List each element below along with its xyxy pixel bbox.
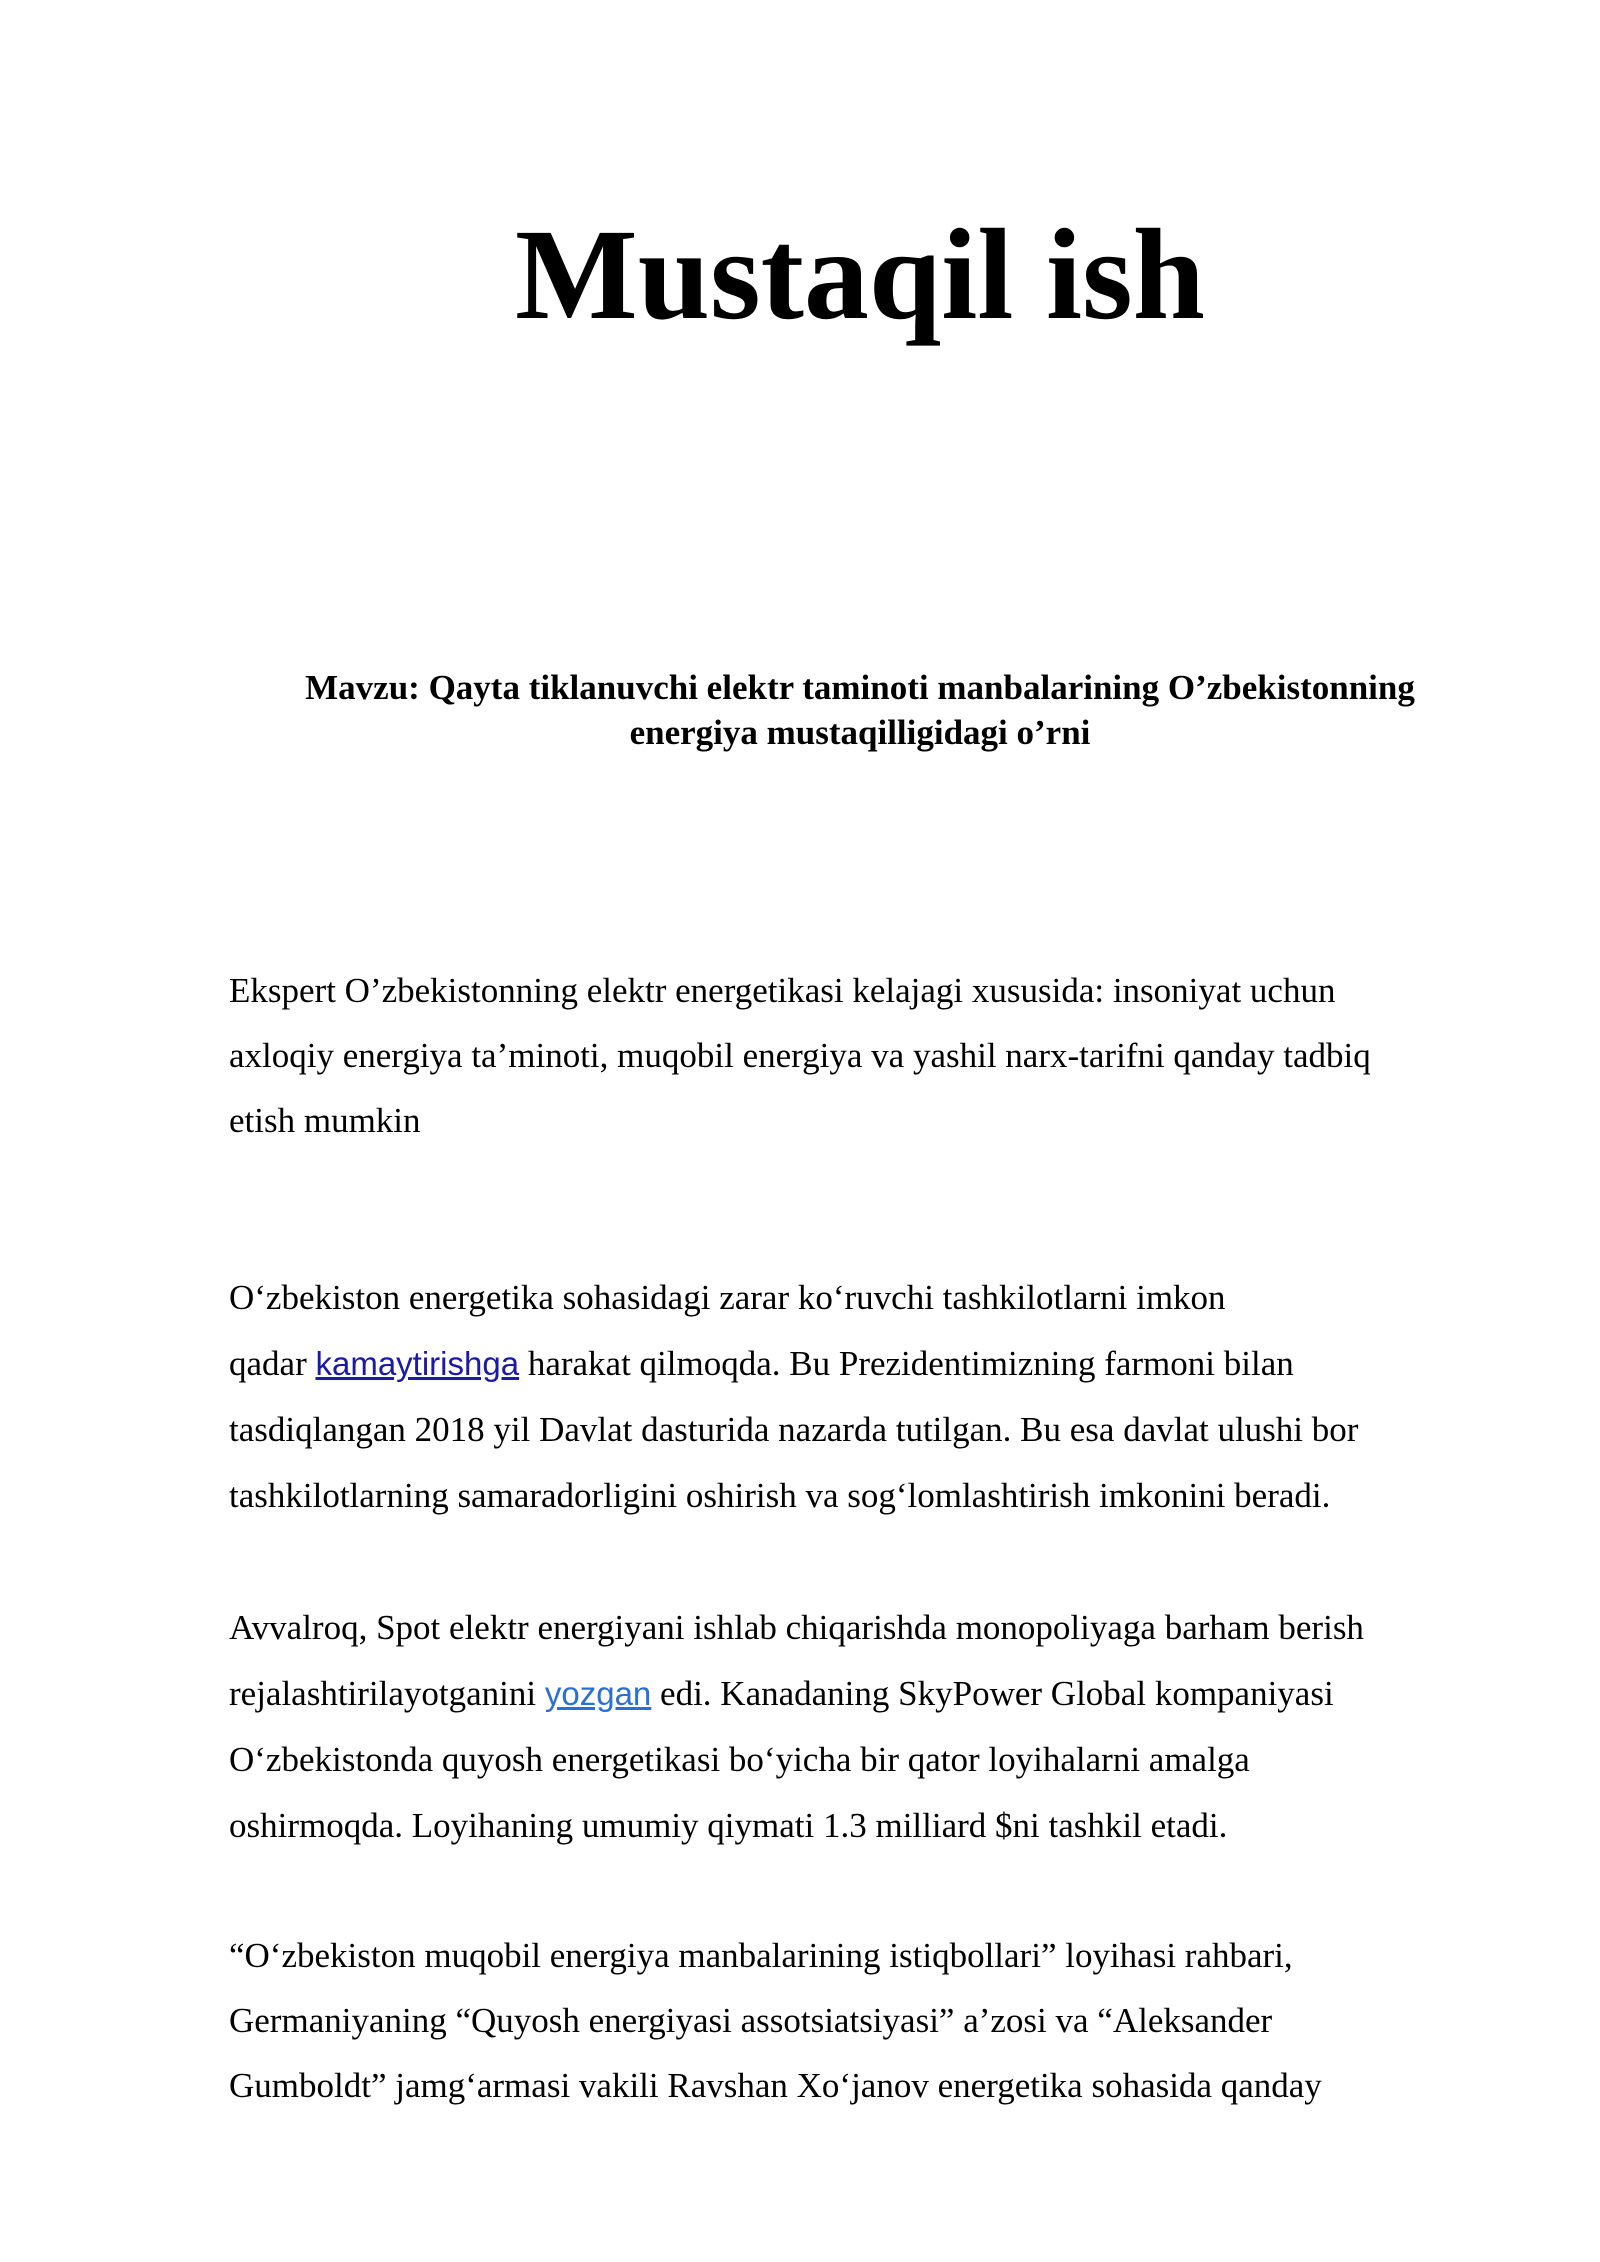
paragraph-line: tasdiqlangan 2018 yil Davlat dasturida nazarda tutilgan. Bu esa davlat ulushi bor [229,1410,1359,1449]
paragraph-line: axloqiy energiya ta’minoti, muqobil energiya va yashil narx-tarifni qanday tadbiq [229,1036,1371,1075]
paragraph-intro [229,958,1489,1153]
paragraph-line: etish mumkin [229,1101,421,1140]
topic-heading [250,665,1470,755]
text-fragment: qadar [229,1344,316,1383]
text-fragment: edi. Kanadaning SkyPower Global kompaniyasi [651,1674,1334,1713]
paragraph-line: “O‘zbekiston muqobil energiya manbalarining istiqbollari” loyihasi rahbari, [229,1936,1293,1975]
topic-line-1: Mavzu: Qayta tiklanuvchi elektr taminoti manbalarining O’zbekistonning [305,668,1415,707]
link-kamaytirishga[interactable]: kamaytirishga [315,1345,520,1382]
paragraph-line [229,1661,1489,1727]
link-yozgan[interactable]: yozgan [544,1675,652,1712]
paragraph-line: Gumboldt” jamg‘armasi vakili Ravshan Xo‘janov energetika sohasida qanday [229,2066,1322,2105]
text-fragment: rejalashtirilayotganini [229,1674,545,1713]
paragraph-line: Ekspert O’zbekistonning elektr energetikasi kelajagi xususida: insoniyat uchun [229,971,1336,1010]
text-fragment: harakat qilmoqda. Bu Prezidentimizning farmoni bilan [519,1344,1294,1383]
document-title: Mustaqil ish [515,203,1205,347]
paragraph-line: Avvalroq, Spot elektr energiyani ishlab chiqarishda monopoliyaga barham berish [229,1608,1364,1647]
paragraph-line: O‘zbekistonda quyosh energetikasi bo‘yicha bir qator loyihalarni amalga [229,1740,1250,1779]
topic-line-2: energiya mustaqilligidagi o’rni [629,713,1091,752]
paragraph-energy-sector [229,1265,1489,1529]
paragraph-line [229,1331,1489,1397]
paragraph-line: tashkilotlarning samaradorligini oshirish va sog‘lomlashtirish imkonini beradi. [229,1476,1331,1515]
paragraph-line: O‘zbekiston energetika sohasidagi zarar ko‘ruvchi tashkilotlarni imkon [229,1278,1226,1317]
paragraph-project-lead [229,1923,1489,2118]
paragraph-line: Germaniyaning “Quyosh energiyasi assotsiatsiyasi” a’zosi va “Aleksander [229,2001,1273,2040]
paragraph-line: oshirmoqda. Loyihaning umumiy qiymati 1.3 milliard $ni tashkil etadi. [229,1806,1228,1845]
paragraph-spot-skypower [229,1595,1489,1859]
